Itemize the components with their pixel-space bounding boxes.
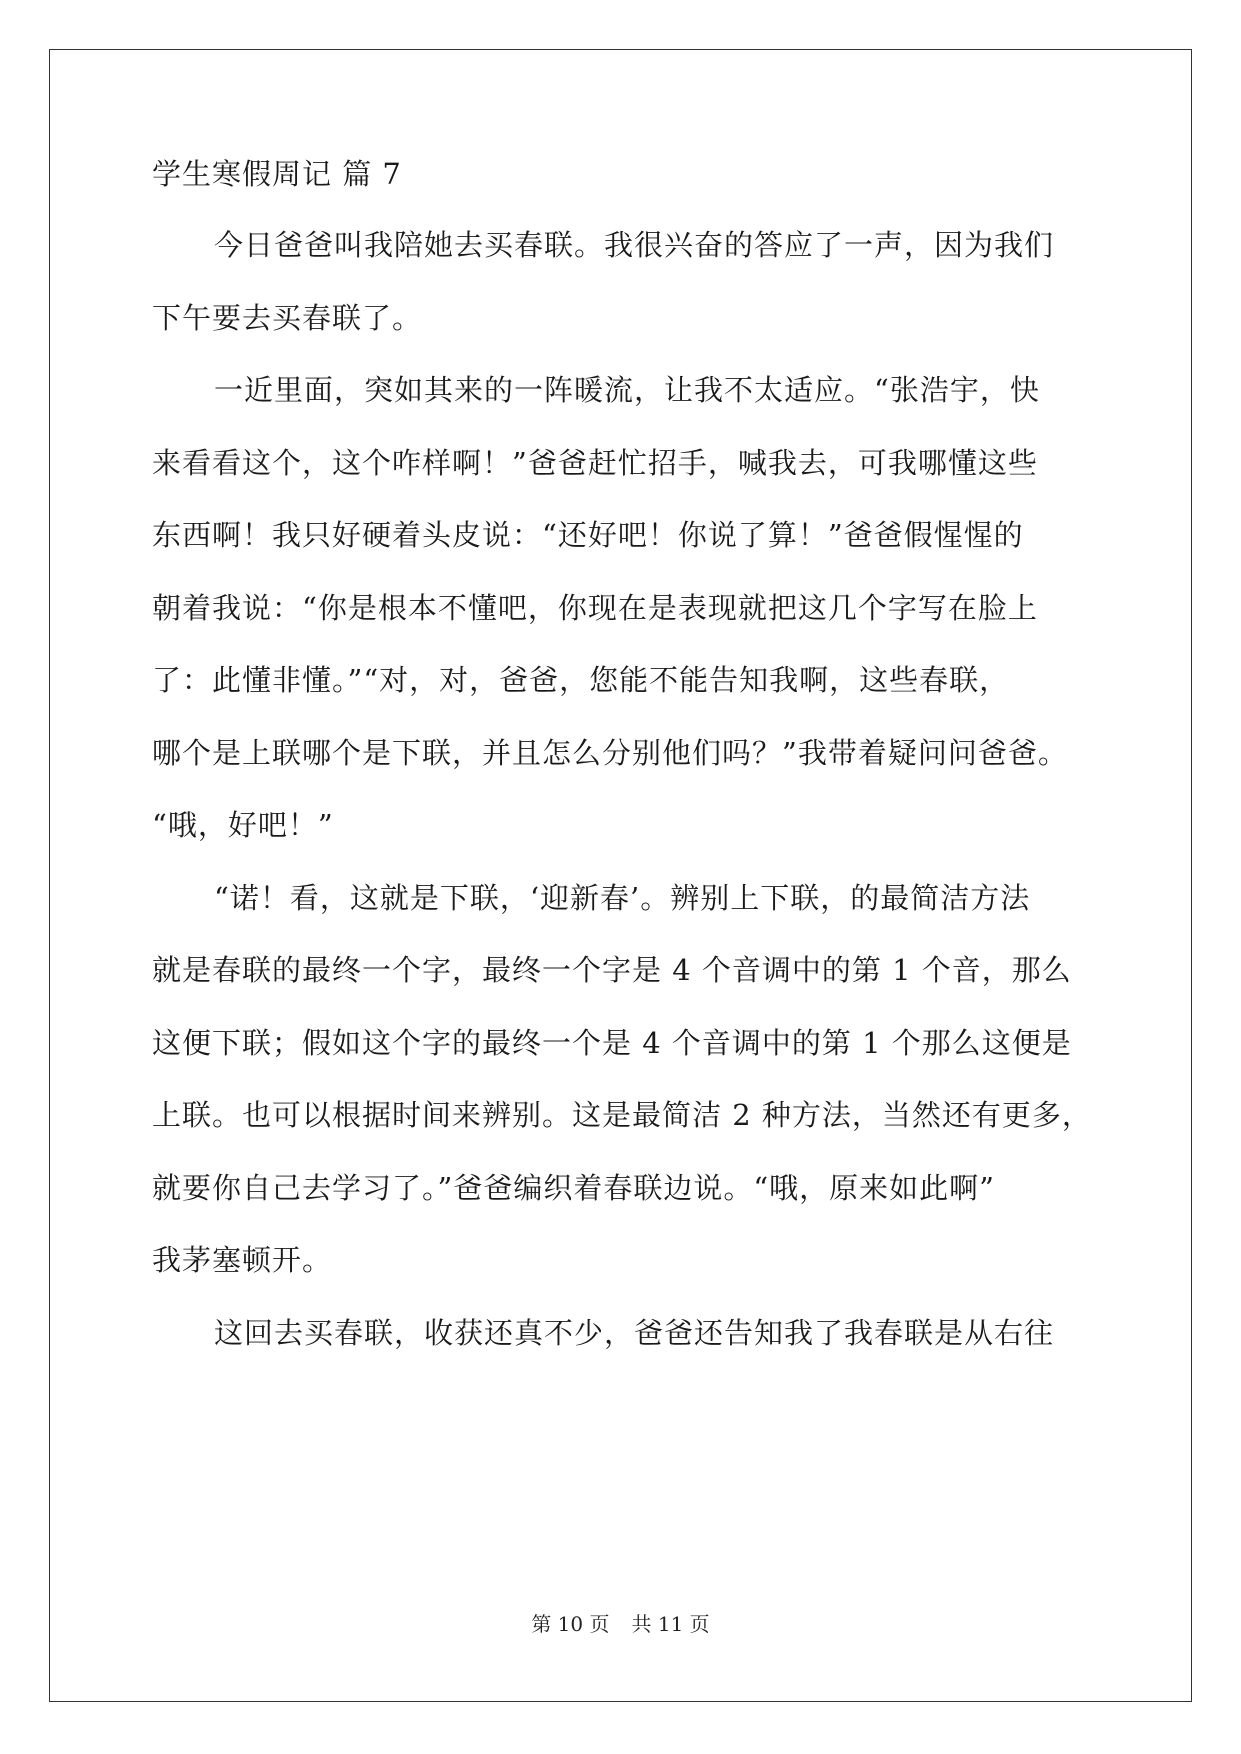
body-line: 了：此懂非懂。”“对，对，爸爸，您能不能告知我啊，这些春联， (152, 663, 1010, 697)
page-number: 第 10 页 (531, 1612, 610, 1636)
body-line: 我茅塞顿开。 (152, 1243, 333, 1277)
page-footer (0, 1610, 1241, 1638)
body-line: 下午要去买春联了。 (152, 301, 423, 335)
page-total: 共 11 页 (631, 1612, 710, 1636)
body-line: 今日爸爸叫我陪她去买春联。我很兴奋的答应了一声，因为我们 (214, 228, 1055, 262)
document-title: 学生寒假周记 篇 7 (152, 157, 402, 191)
body-line: 朝着我说：“你是根本不懂吧，你现在是表现就把这几个字写在脸上 (152, 591, 1038, 625)
body-line: 这便下联；假如这个字的最终一个是 4 个音调中的第 1 个那么这便是 (152, 1026, 1072, 1060)
body-line: 哪个是上联哪个是下联，并且怎么分别他们吗？”我带着疑问问爸爸。 (152, 736, 1068, 770)
body-line: 就要你自己去学习了。”爸爸编织着春联边说。“哦，原来如此啊” (152, 1171, 995, 1205)
body-line: 这回去买春联，收获还真不少，爸爸还告知我了我春联是从右往 (214, 1316, 1055, 1350)
body-line: “哦，好吧！” (152, 808, 334, 842)
body-line: “诺！看，这就是下联，‘迎新春’。辨别上下联，的最简洁方法 (214, 881, 1031, 915)
body-line: 来看看这个，这个咋样啊！”爸爸赶忙招手，喊我去，可我哪懂这些 (152, 446, 1038, 480)
page-border (49, 49, 1192, 1702)
body-line: 就是春联的最终一个字，最终一个字是 4 个音调中的第 1 个音，那么 (152, 953, 1072, 987)
body-line: 东西啊！我只好硬着头皮说：“还好吧！你说了算！”爸爸假惺惺的 (152, 518, 1024, 552)
body-line: 上联。也可以根据时间来辨别。这是最简洁 2 种方法，当然还有更多， (152, 1098, 1092, 1132)
body-line: 一近里面，突如其来的一阵暖流，让我不太适应。“张浩宇，快 (214, 373, 1040, 407)
